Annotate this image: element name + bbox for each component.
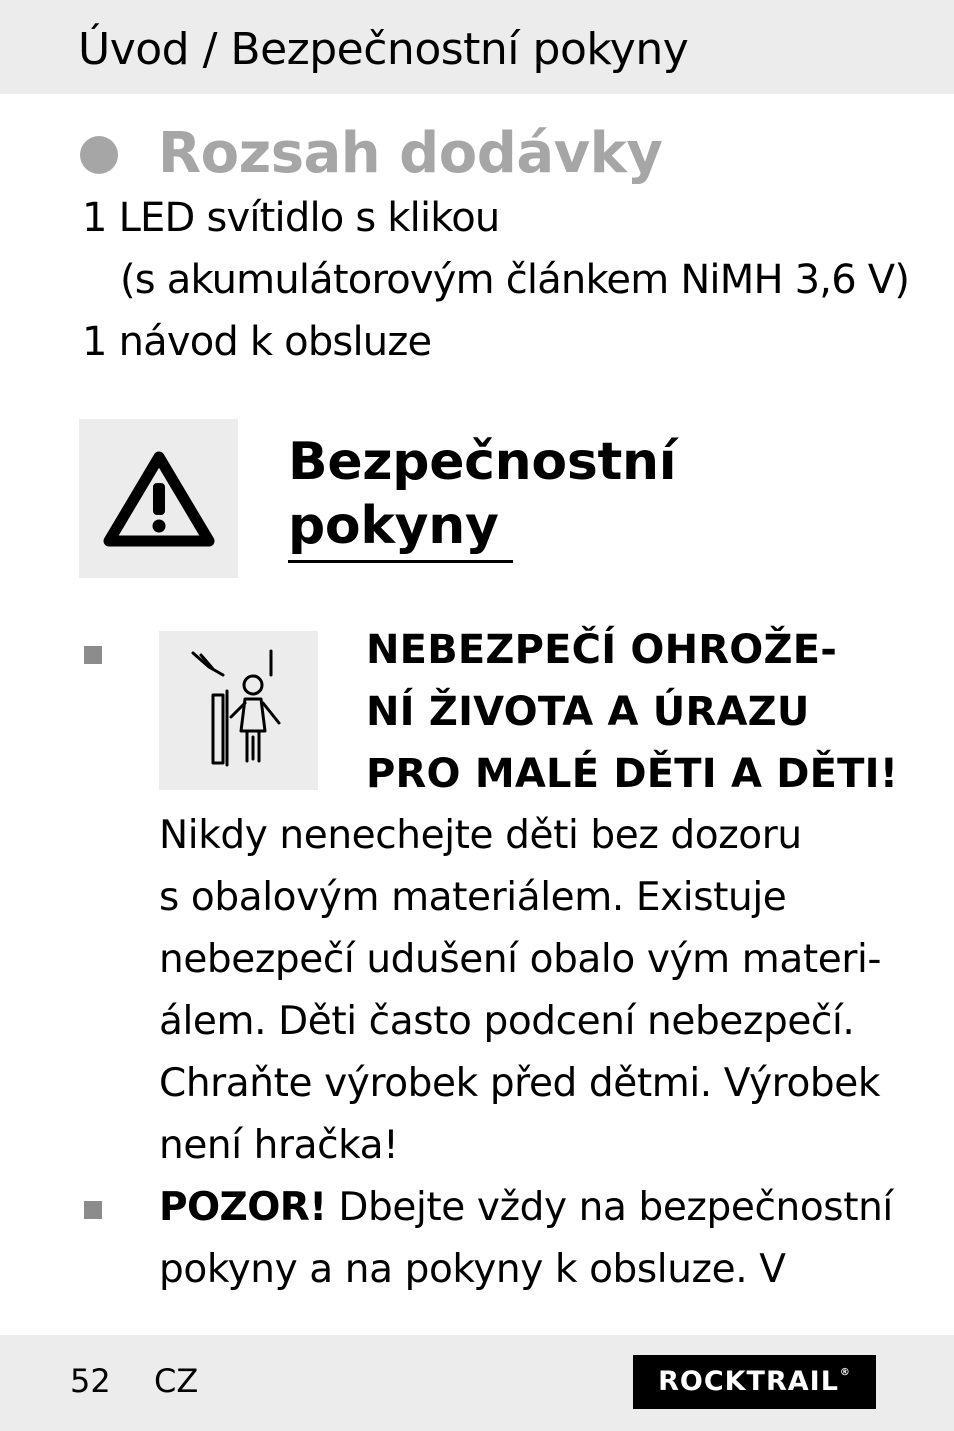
language-code: CZ — [154, 1362, 199, 1400]
brand-logo — [633, 1355, 876, 1409]
section-bullet-dot — [80, 136, 118, 174]
warning-icon-box — [79, 419, 238, 578]
supply-section-title: Rozsah dodávky — [158, 121, 663, 186]
supply-line-2: (s akumulátorovým článkem NiMH 3,6 V) — [120, 257, 910, 303]
danger-text-line-1: Nikdy nenechejte děti bez dozoru — [159, 813, 802, 858]
list-bullet-1 — [84, 646, 102, 664]
danger-heading-line-1: NEBEZPEČÍ OHROŽE- — [366, 627, 838, 673]
pozor-text-first: Dbejte vždy na bezpečnostní — [326, 1185, 893, 1230]
safety-title-line-1: Bezpečnostní — [288, 432, 677, 492]
danger-text-line-5: Chraňte výrobek před dětmi. Výrobek — [159, 1061, 881, 1106]
supply-line-3: 1 návod k obsluze — [82, 319, 432, 365]
safety-title-line-2: pokyny — [288, 496, 499, 556]
brand-name: ROCKTRAIL — [658, 1366, 839, 1397]
pozor-line-1 — [159, 1177, 893, 1239]
danger-heading-line-2: NÍ ŽIVOTA A ÚRAZU — [366, 689, 810, 735]
child-danger-icon — [187, 647, 291, 771]
pozor-line-2: pokyny a na pokyny k obsluze. V — [159, 1247, 786, 1292]
danger-text-line-2: s obalovým materiálem. Existuje — [159, 875, 787, 920]
supply-line-1: 1 LED svítidlo s klikou — [82, 195, 500, 241]
danger-text-line-4: álem. Děti často podcení nebezpečí. — [159, 999, 855, 1044]
page-number: 52 — [70, 1362, 111, 1400]
page-header-title: Úvod / Bezpečnostní pokyny — [78, 24, 689, 75]
danger-text-line-3: nebezpečí udušení obalo vým materi- — [159, 937, 882, 982]
danger-heading-line-3: PRO MALÉ DĚTI A DĚTI! — [366, 751, 899, 797]
danger-text-line-6: není hračka! — [159, 1123, 399, 1168]
pozor-label: POZOR! — [159, 1185, 327, 1230]
child-danger-icon-box — [159, 631, 318, 790]
brand-registered-mark: ® — [839, 1367, 851, 1378]
safety-title-underline — [288, 560, 513, 563]
list-bullet-2 — [84, 1201, 102, 1219]
warning-triangle-icon — [101, 449, 217, 549]
